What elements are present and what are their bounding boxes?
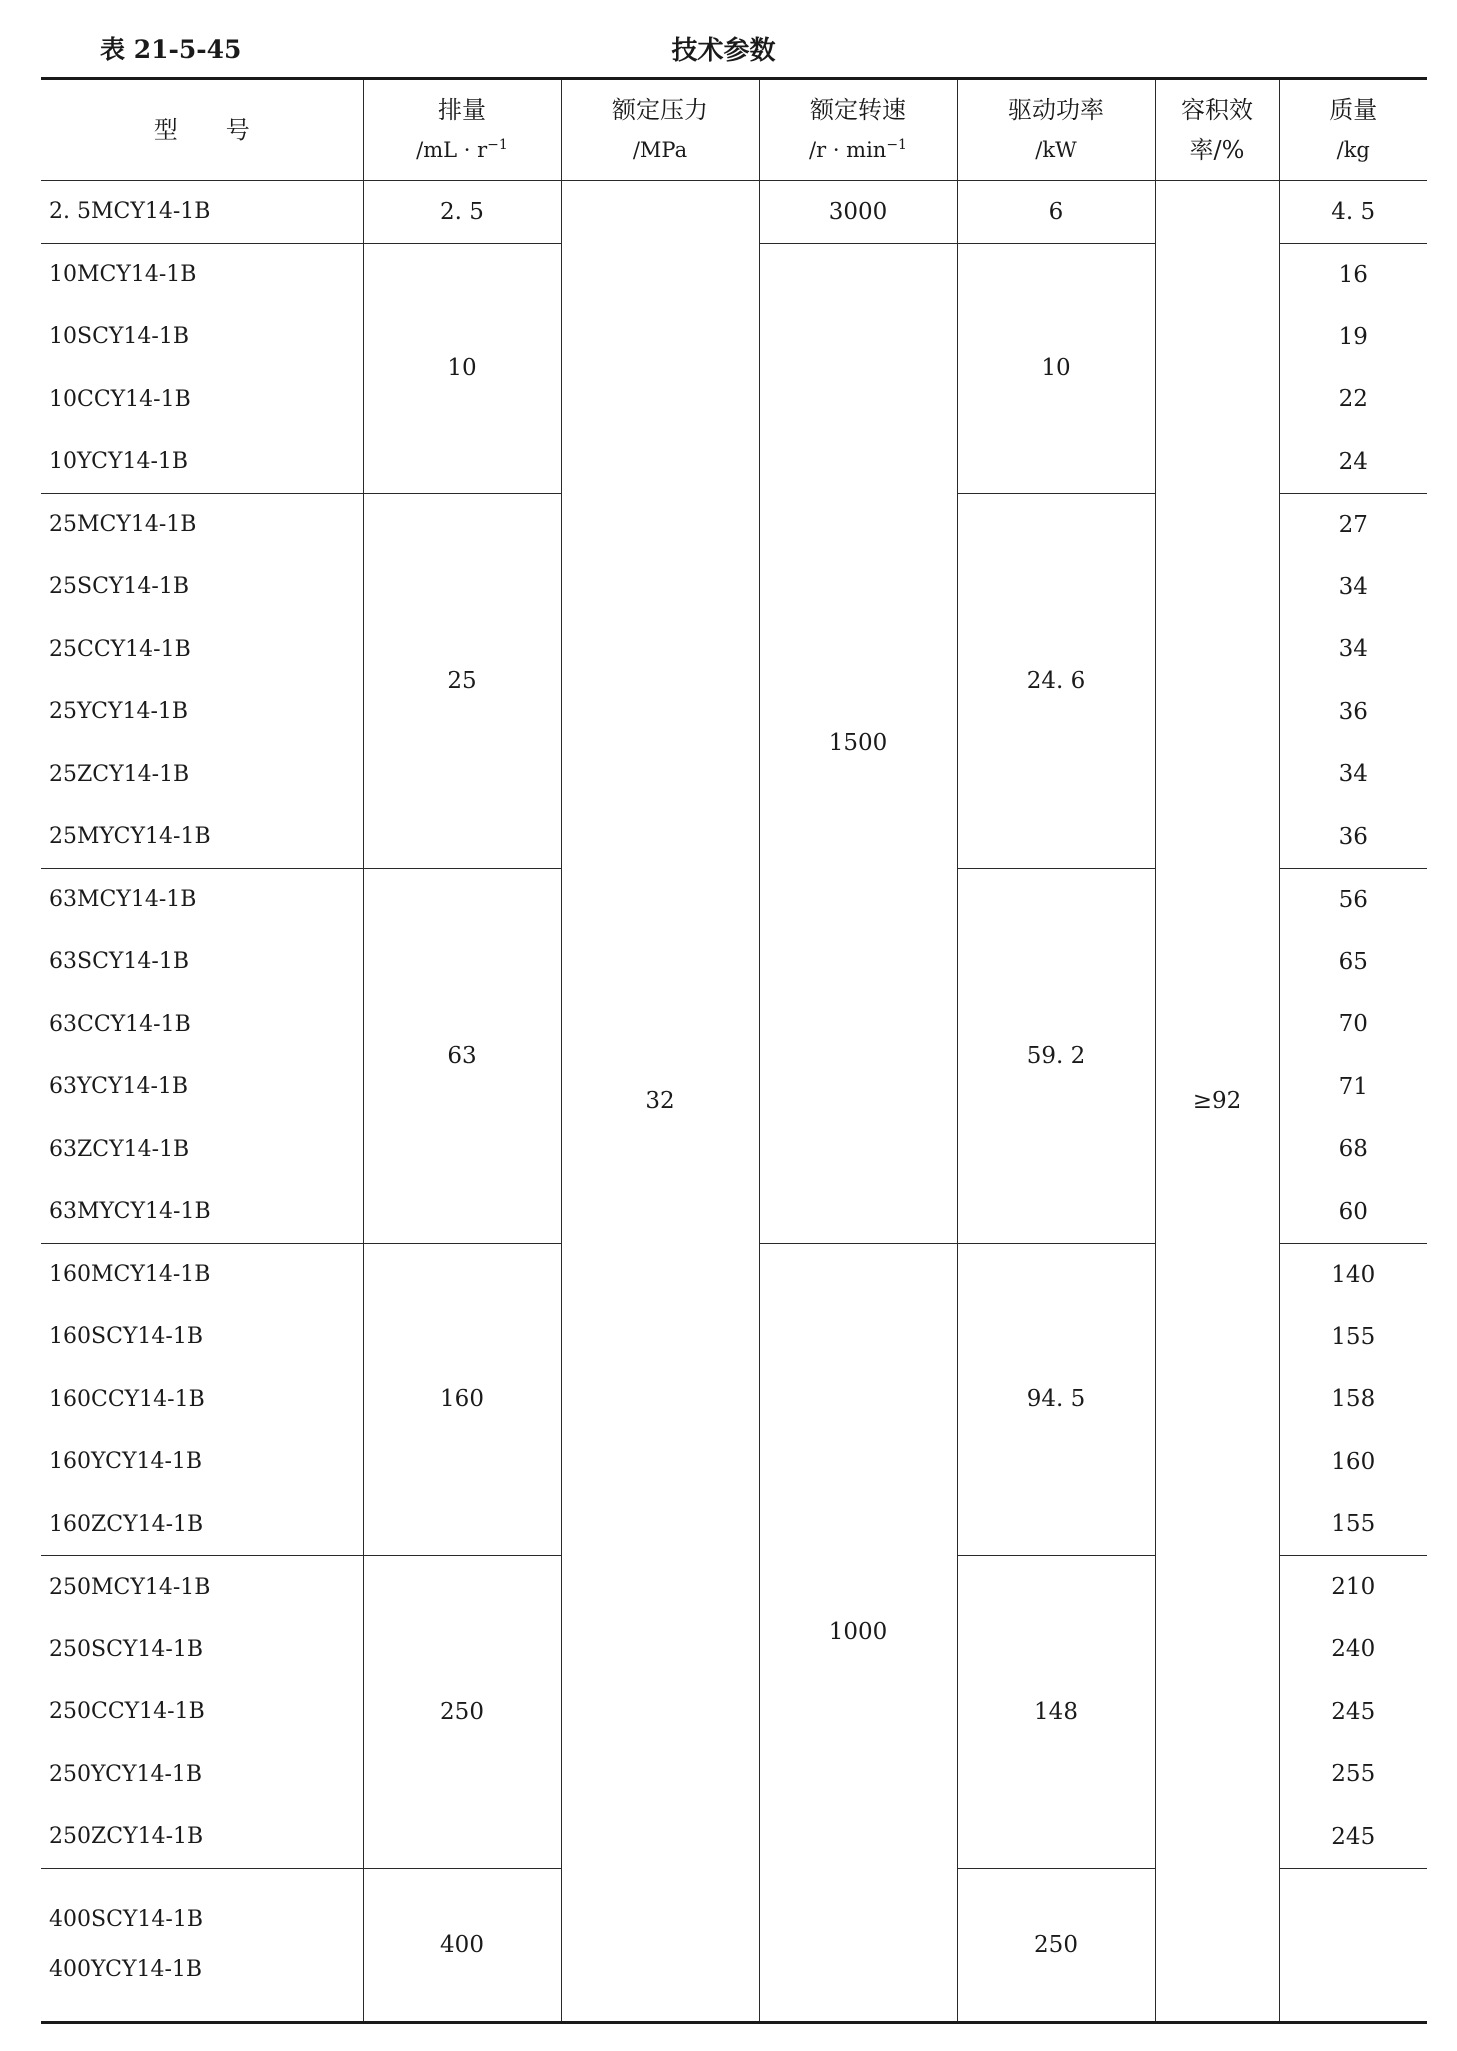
speed-cell: 3000 xyxy=(759,181,957,244)
model-cell-stacked xyxy=(41,1868,363,2023)
model-cell: 63YCY14-1B xyxy=(41,1056,363,1119)
mass-cell: 160 xyxy=(1279,1431,1427,1494)
header-efficiency-label: 容积效 xyxy=(1181,96,1253,124)
mass-cell: 245 xyxy=(1279,1681,1427,1744)
model-cell: 10CCY14-1B xyxy=(41,368,363,431)
header-power-unit: /kW xyxy=(1035,138,1077,162)
efficiency-cell: ≥92 xyxy=(1155,181,1279,2023)
model-cell: 160SCY14-1B xyxy=(41,1306,363,1369)
mass-cell: 22 xyxy=(1279,368,1427,431)
mass-cell: 34 xyxy=(1279,556,1427,619)
model-cell: 160MCY14-1B xyxy=(41,1243,363,1306)
header-model: 型 号 xyxy=(41,79,363,181)
header-efficiency-unit: 率/% xyxy=(1189,136,1245,164)
header-efficiency xyxy=(1155,79,1279,181)
model-cell: 63ZCY14-1B xyxy=(41,1118,363,1181)
displacement-cell: 160 xyxy=(363,1243,561,1556)
header-pressure-unit: /MPa xyxy=(632,138,688,162)
model-cell: 250YCY14-1B xyxy=(41,1743,363,1806)
mass-cell: 16 xyxy=(1279,243,1427,306)
table-row xyxy=(41,181,1427,244)
model-cell: 25CCY14-1B xyxy=(41,618,363,681)
model-line: 400YCY14-1B xyxy=(49,1956,203,1982)
model-cell: 25MYCY14-1B xyxy=(41,806,363,869)
header-power xyxy=(957,79,1155,181)
mass-cell: 36 xyxy=(1279,681,1427,744)
displacement-cell: 250 xyxy=(363,1556,561,1869)
displacement-cell: 63 xyxy=(363,868,561,1243)
displacement-cell: 10 xyxy=(363,243,561,493)
model-cell: 250ZCY14-1B xyxy=(41,1806,363,1869)
header-speed xyxy=(759,79,957,181)
header-mass-label: 质量 xyxy=(1329,96,1378,124)
table-number: 表 21-5-45 xyxy=(100,35,242,64)
mass-cell: 4. 5 xyxy=(1279,181,1427,244)
header-power-label: 驱动功率 xyxy=(1008,96,1104,124)
model-cell: 160ZCY14-1B xyxy=(41,1493,363,1556)
power-cell: 10 xyxy=(957,243,1155,493)
mass-cell xyxy=(1279,1868,1427,2023)
mass-cell: 245 xyxy=(1279,1806,1427,1869)
power-cell: 94. 5 xyxy=(957,1243,1155,1556)
header-speed-label: 额定转速 xyxy=(810,96,906,124)
header-mass xyxy=(1279,79,1427,181)
header-pressure-label: 额定压力 xyxy=(612,96,708,124)
header-displacement-label: 排量 xyxy=(438,96,486,124)
header-pressure xyxy=(561,79,759,181)
model-cell: 63MYCY14-1B xyxy=(41,1181,363,1244)
mass-cell: 36 xyxy=(1279,806,1427,869)
model-cell: 25YCY14-1B xyxy=(41,681,363,744)
power-cell: 24. 6 xyxy=(957,493,1155,868)
speed-cell: 1500 xyxy=(759,243,957,1243)
mass-cell: 65 xyxy=(1279,931,1427,994)
mass-cell: 56 xyxy=(1279,868,1427,931)
model-line: 400SCY14-1B xyxy=(49,1906,204,1932)
header-row xyxy=(41,79,1427,181)
header-speed-unit: /r · min xyxy=(809,138,887,162)
mass-cell: 34 xyxy=(1279,743,1427,806)
model-cell: 63SCY14-1B xyxy=(41,931,363,994)
displacement-cell: 2. 5 xyxy=(363,181,561,244)
mass-cell: 71 xyxy=(1279,1056,1427,1119)
power-cell: 148 xyxy=(957,1556,1155,1869)
mass-cell: 140 xyxy=(1279,1243,1427,1306)
table-caption xyxy=(0,30,1457,70)
model-cell: 160YCY14-1B xyxy=(41,1431,363,1494)
model-cell: 10MCY14-1B xyxy=(41,243,363,306)
model-cell: 63CCY14-1B xyxy=(41,993,363,1056)
model-cell: 250CCY14-1B xyxy=(41,1681,363,1744)
header-displacement-unit: /mL · r xyxy=(416,138,488,162)
mass-cell: 155 xyxy=(1279,1306,1427,1369)
mass-cell: 24 xyxy=(1279,431,1427,494)
mass-cell: 210 xyxy=(1279,1556,1427,1619)
mass-cell: 19 xyxy=(1279,306,1427,369)
pressure-cell: 32 xyxy=(561,181,759,2023)
mass-cell: 240 xyxy=(1279,1618,1427,1681)
model-cell: 160CCY14-1B xyxy=(41,1368,363,1431)
mass-cell: 155 xyxy=(1279,1493,1427,1556)
speed-cell: 1000 xyxy=(759,1243,957,2023)
model-cell: 250MCY14-1B xyxy=(41,1556,363,1619)
mass-cell: 27 xyxy=(1279,493,1427,556)
model-cell: 10YCY14-1B xyxy=(41,431,363,494)
mass-cell: 255 xyxy=(1279,1743,1427,1806)
model-cell: 10SCY14-1B xyxy=(41,306,363,369)
mass-cell: 60 xyxy=(1279,1181,1427,1244)
header-displacement xyxy=(363,79,561,181)
mass-cell: 70 xyxy=(1279,993,1427,1056)
model-cell: 63MCY14-1B xyxy=(41,868,363,931)
power-cell: 59. 2 xyxy=(957,868,1155,1243)
header-speed-unit-exp: −1 xyxy=(886,137,907,153)
model-cell: 2. 5MCY14-1B xyxy=(41,181,363,244)
mass-cell: 68 xyxy=(1279,1118,1427,1181)
header-displacement-unit-exp: −1 xyxy=(487,137,508,153)
model-cell: 25SCY14-1B xyxy=(41,556,363,619)
model-cell: 250SCY14-1B xyxy=(41,1618,363,1681)
power-cell: 6 xyxy=(957,181,1155,244)
table-title: 技术参数 xyxy=(671,36,776,66)
spec-table xyxy=(41,77,1427,2024)
model-cell: 25MCY14-1B xyxy=(41,493,363,556)
header-mass-unit: /kg xyxy=(1336,138,1370,162)
displacement-cell: 400 xyxy=(363,1868,561,2023)
model-cell: 25ZCY14-1B xyxy=(41,743,363,806)
displacement-cell: 25 xyxy=(363,493,561,868)
mass-cell: 158 xyxy=(1279,1368,1427,1431)
power-cell: 250 xyxy=(957,1868,1155,2023)
mass-cell: 34 xyxy=(1279,618,1427,681)
